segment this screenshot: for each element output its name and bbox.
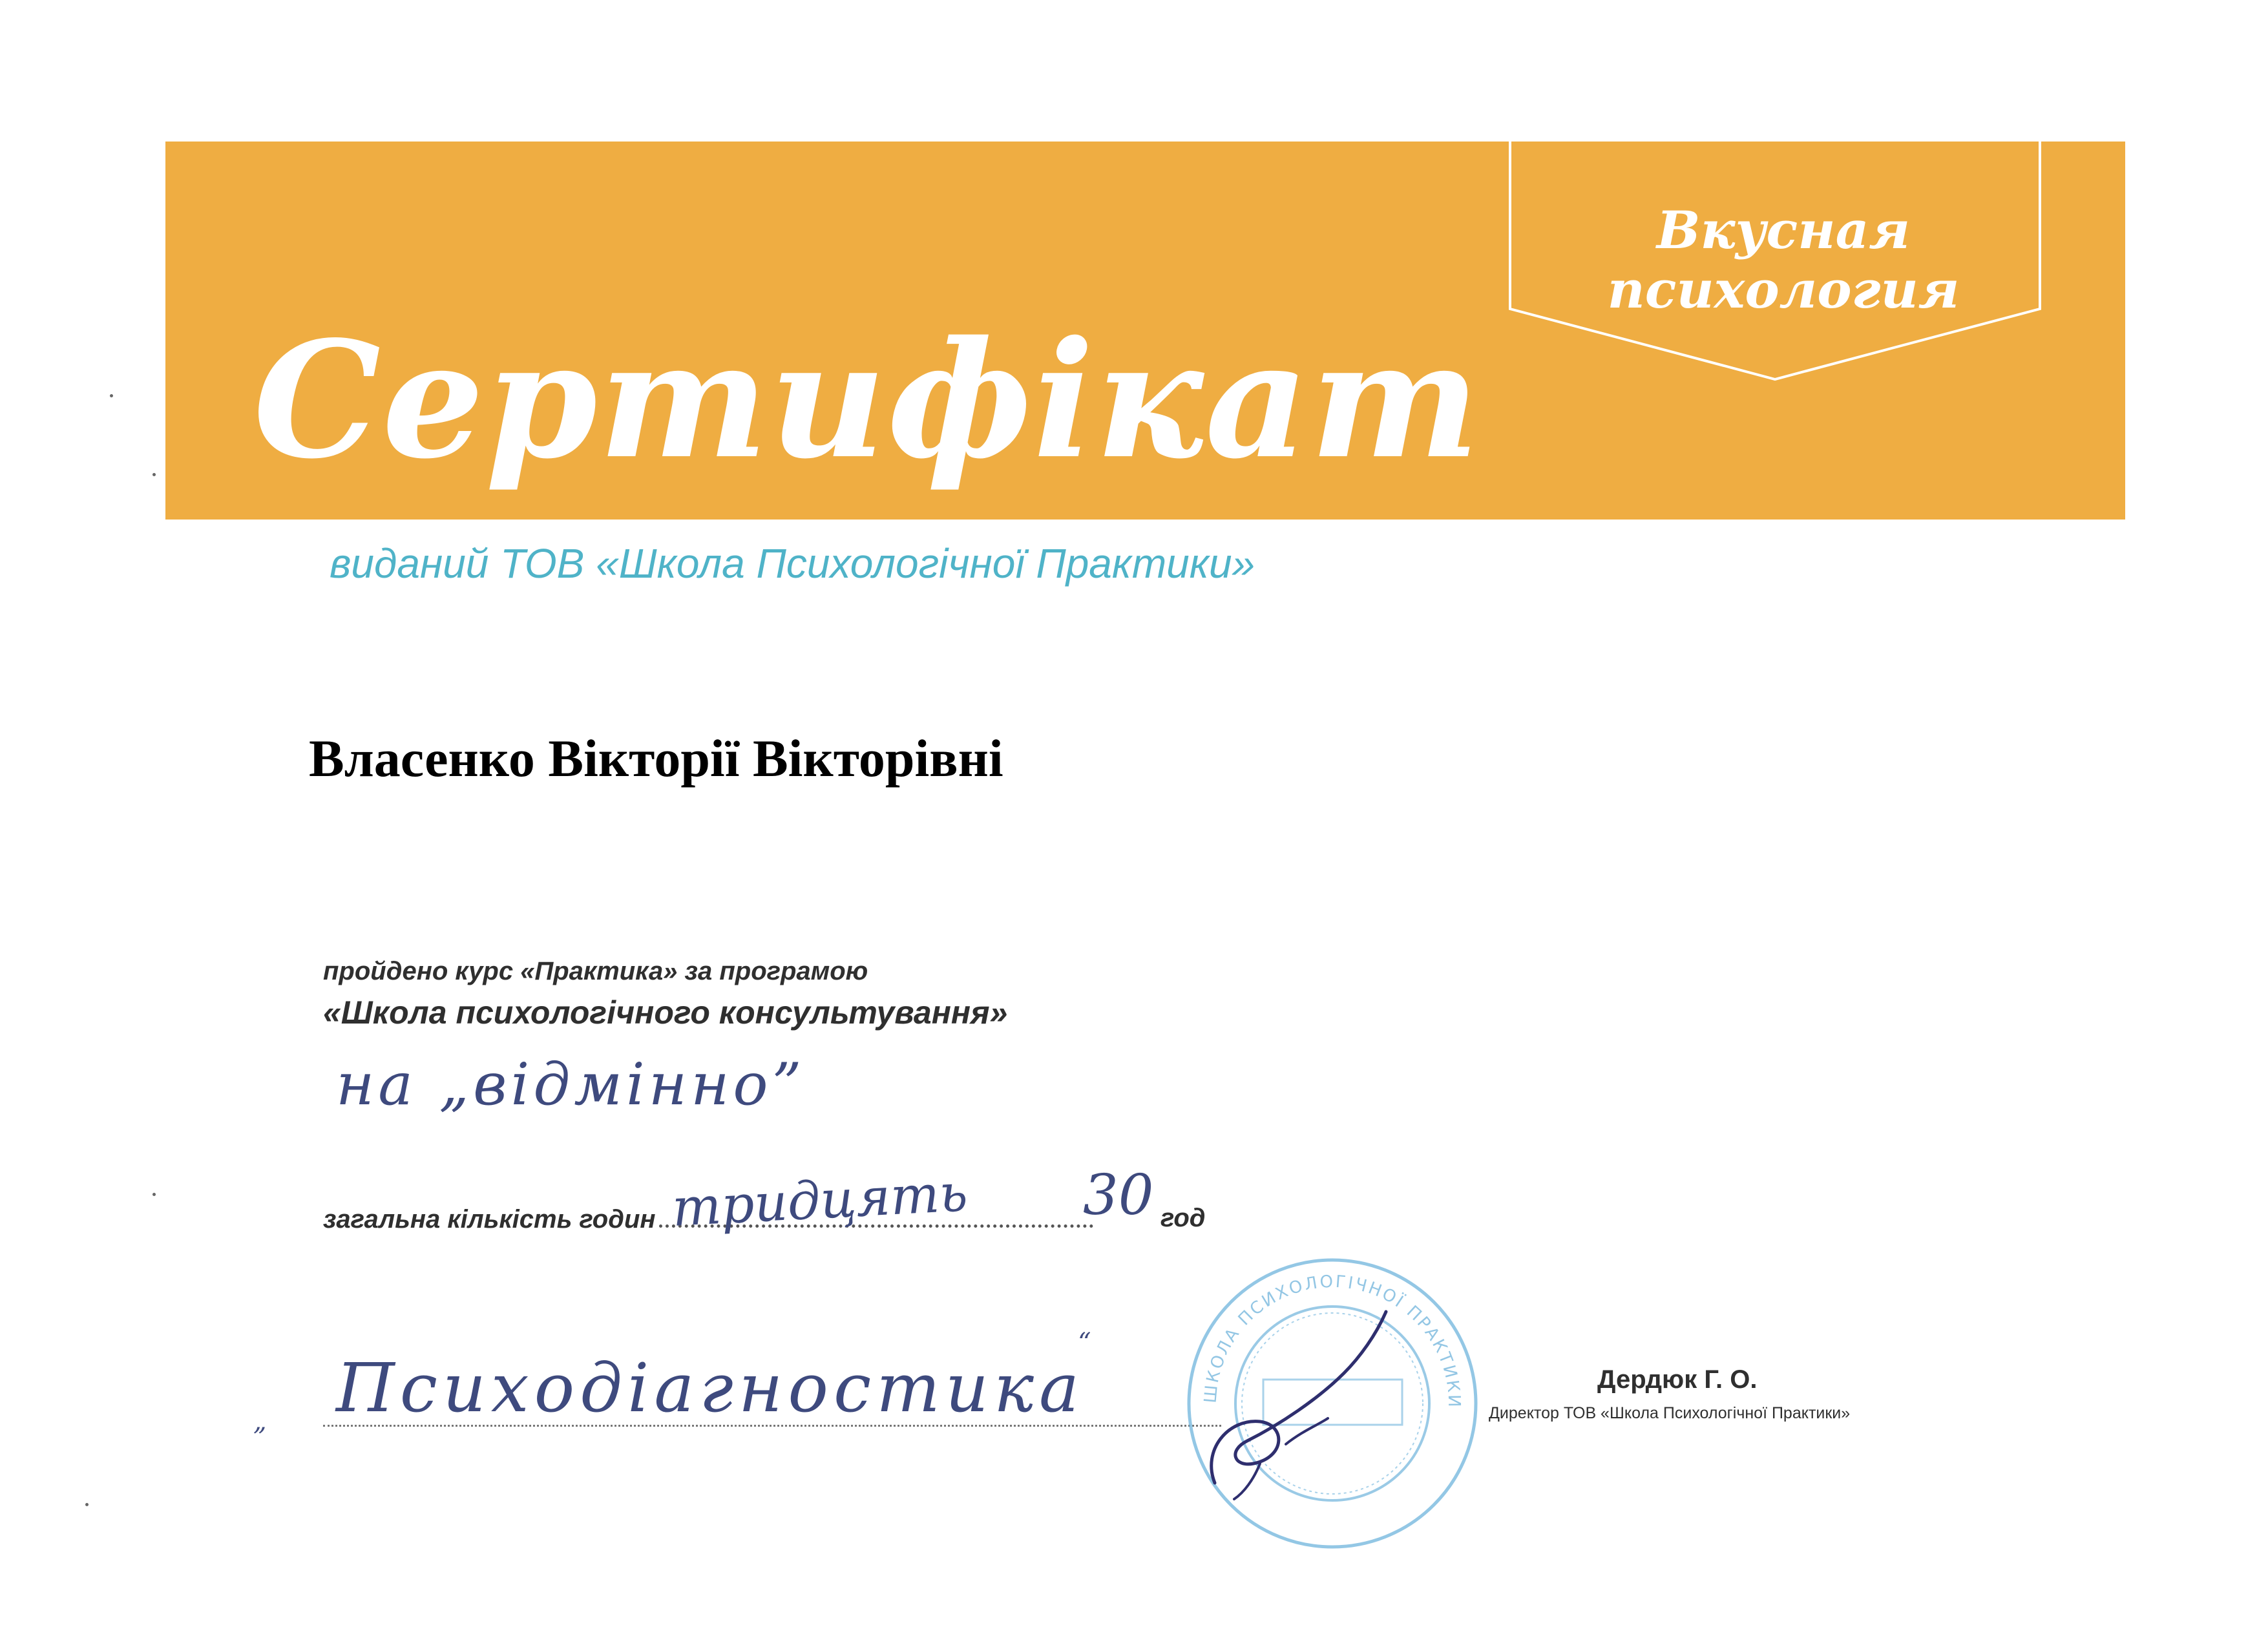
director-name: Дердюк Г. О. <box>1597 1365 1758 1394</box>
topic-quote-close: “ <box>1078 1328 1091 1358</box>
brand-logo-text: Вкусная психология <box>1607 200 1960 320</box>
grade-handwritten: на „відмінно” <box>336 1051 806 1119</box>
issued-by-subtitle: виданий ТОВ «Школа Психологічної Практики» <box>330 540 1255 587</box>
hours-unit: год <box>1160 1204 1206 1232</box>
scan-speck <box>152 473 156 476</box>
director-title: Директор ТОВ «Школа Психологічної Практики» <box>1489 1404 1851 1422</box>
program-name: «Школа психологічного консультування» <box>323 994 1008 1031</box>
director-signature <box>1189 1308 1396 1502</box>
topic-quote-open: „ <box>253 1407 267 1436</box>
hours-number-handwritten: 30 <box>1083 1163 1154 1228</box>
hours-label: загальна кількість годин <box>323 1205 656 1234</box>
topic-handwritten: Психодіагностика <box>336 1349 1084 1427</box>
hours-words-handwritten: тридцять <box>670 1162 969 1238</box>
recipient-name: Власенко Вікторії Вікторівні <box>309 729 1003 788</box>
topic-dotted-line <box>323 1425 1221 1427</box>
certificate-title: Сертифікат <box>253 306 1482 494</box>
scan-speck <box>152 1193 156 1196</box>
stamp-ring-text: ШКОЛА ПСИХОЛОГІЧНОЇ ПРАКТИКИ <box>1201 1272 1464 1409</box>
course-description: пройдено курс «Практика» за програмою <box>323 957 868 985</box>
scan-speck <box>110 394 113 397</box>
scan-speck <box>85 1503 89 1506</box>
